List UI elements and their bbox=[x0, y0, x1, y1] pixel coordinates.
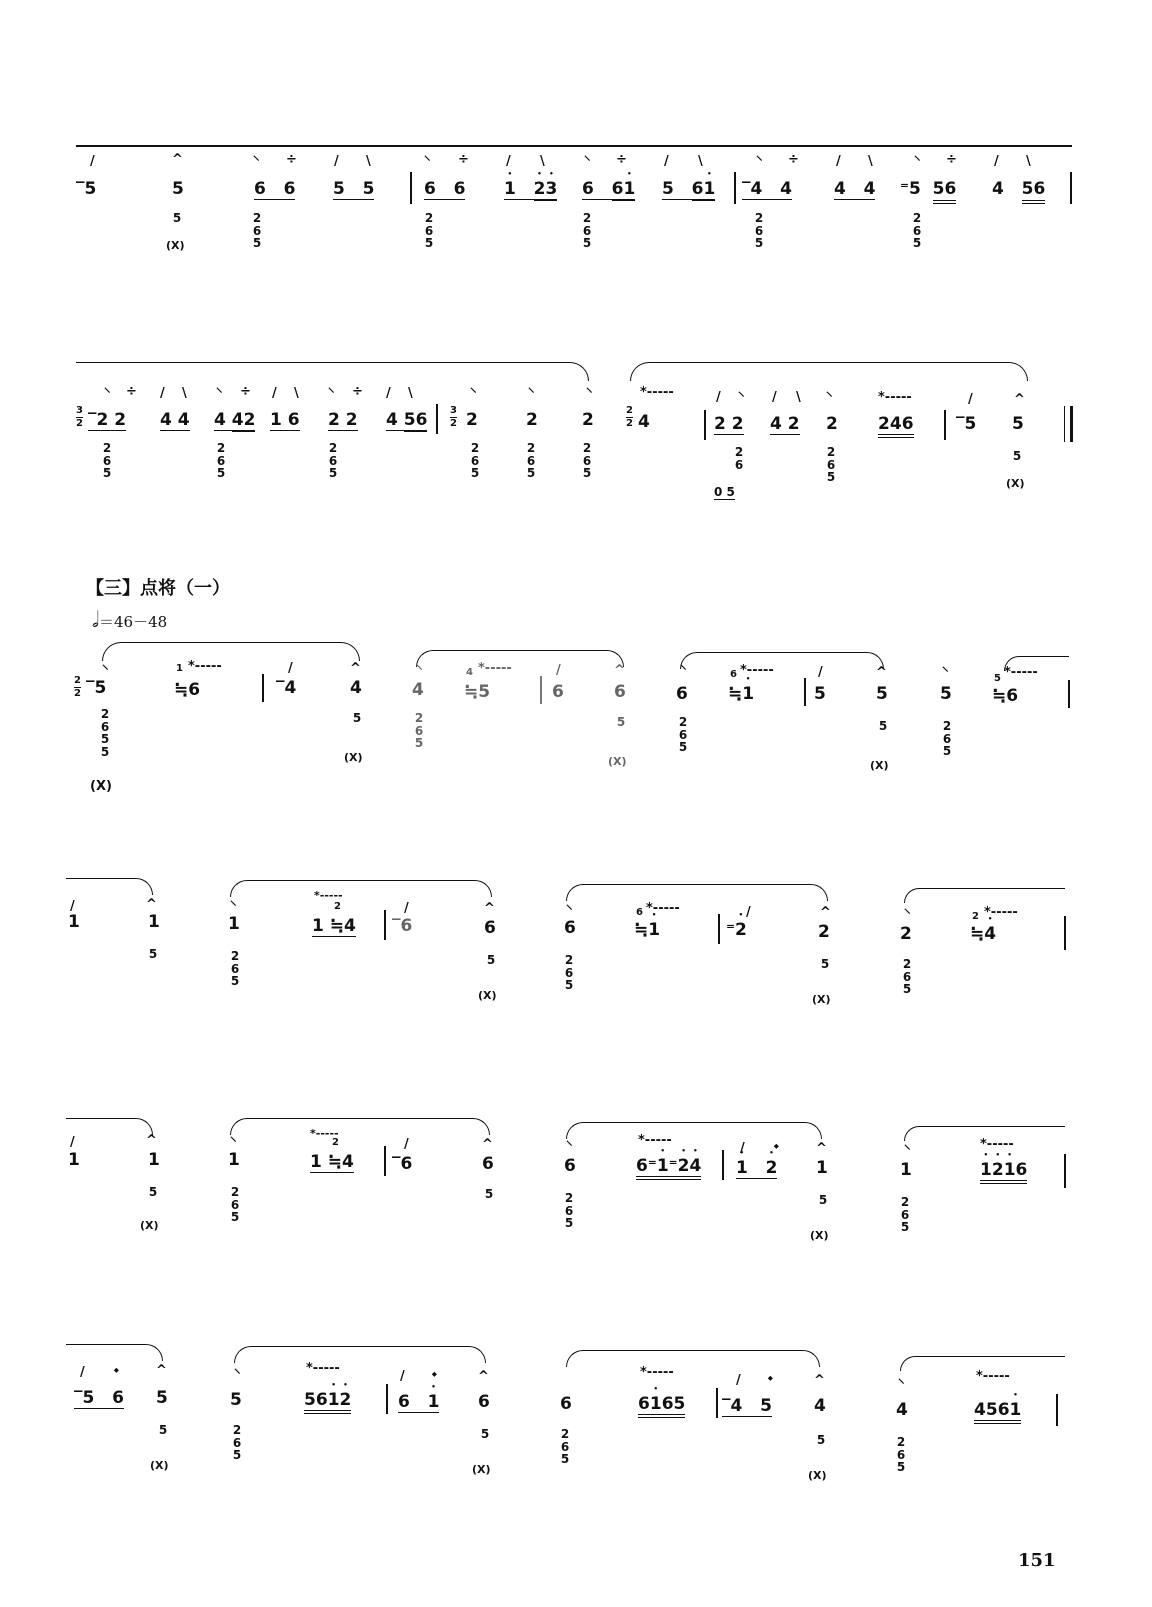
note: 2 bbox=[582, 410, 594, 430]
note: 4 bbox=[814, 1396, 826, 1416]
ornament-fall: \ bbox=[182, 386, 187, 401]
phrase-slur bbox=[904, 888, 1065, 903]
note: ‾5 bbox=[956, 414, 977, 434]
note: ‾4 bbox=[276, 678, 297, 698]
note: ≒5 bbox=[464, 682, 491, 702]
ornament-pick: ⬩ bbox=[768, 1371, 773, 1386]
bass-chord: 2 6 5 bbox=[560, 1427, 570, 1467]
ornament-trill: *----- bbox=[188, 659, 222, 674]
note: 5 bbox=[230, 1390, 242, 1410]
ornament-cross: ÷ bbox=[286, 152, 297, 167]
ornament-tick: ⸌ bbox=[898, 1377, 905, 1392]
bass-note: 5 bbox=[158, 1423, 168, 1437]
grace-note: 6 bbox=[636, 907, 643, 918]
grace-note: 1 bbox=[176, 663, 183, 674]
note: ‾5 bbox=[76, 179, 97, 199]
bass-x: (X) bbox=[166, 239, 185, 252]
note: 4 bbox=[350, 678, 362, 698]
barline bbox=[384, 1146, 386, 1176]
barline bbox=[1056, 1394, 1058, 1426]
ornament-tick: ⸌ bbox=[756, 154, 763, 169]
note-group: • 1 • 2• 3 bbox=[504, 181, 557, 200]
barline bbox=[1070, 172, 1072, 204]
bass-chord: 2 6 5 bbox=[232, 1423, 242, 1463]
bass-x: (X) bbox=[90, 779, 112, 794]
note-group: 4 4 bbox=[160, 410, 190, 430]
ornament-rise: / bbox=[968, 392, 973, 407]
ornament-fall: \ bbox=[540, 154, 545, 169]
bass-x: (X) bbox=[472, 1463, 491, 1476]
bass-chord: 2 6 5 bbox=[230, 1185, 240, 1225]
bass-note: 5 bbox=[484, 1187, 494, 1201]
page-number: 151 bbox=[1018, 1550, 1056, 1571]
bass-chord: 2 6 5 bbox=[564, 953, 574, 993]
time-signature: 2 2 bbox=[626, 405, 633, 429]
ornament-cap: ^ bbox=[482, 1137, 493, 1152]
ornament-pick: ⬩ bbox=[432, 1367, 437, 1382]
ornament-tick: ⸌ bbox=[942, 665, 949, 680]
note-group: 6 6 bbox=[424, 179, 466, 199]
bass-x: (X) bbox=[478, 989, 497, 1002]
ornament-rise: / bbox=[736, 1373, 741, 1388]
note-group: ‾5 6 bbox=[74, 1388, 124, 1408]
bass-chord: 2 6 5 bbox=[414, 711, 424, 751]
bass-chord: 2 6 5 bbox=[900, 1195, 910, 1235]
time-signature: 3 2 bbox=[76, 405, 83, 429]
ornament-fall: \ bbox=[366, 154, 371, 169]
ornament-cap: ^ bbox=[172, 152, 183, 167]
ornament-rise: / bbox=[400, 1369, 405, 1384]
barline bbox=[1068, 680, 1070, 708]
ornament-tick: ⸌ bbox=[914, 154, 921, 169]
note: 5 bbox=[172, 179, 184, 199]
ornament-pick: ⬩ bbox=[774, 1139, 779, 1154]
note-group: 4 4 bbox=[834, 179, 876, 199]
note: 2 bbox=[466, 410, 478, 430]
bass-chord: 2 6 5 bbox=[216, 441, 226, 481]
bass-x: (X) bbox=[150, 1459, 169, 1472]
ornament-rise: / bbox=[70, 1135, 75, 1150]
bass-x: (X) bbox=[808, 1469, 827, 1482]
ornament-rise: / bbox=[90, 154, 95, 169]
note-group: • 1• 2• 16 bbox=[980, 1162, 1027, 1184]
bass-chord: 2 6 5 5 bbox=[100, 707, 110, 759]
ornament-tick: ⸌ bbox=[234, 1367, 241, 1382]
bass-note: 5 bbox=[820, 957, 830, 971]
note: ≒• 4 bbox=[970, 926, 996, 943]
ornament-tick: ⸌ bbox=[566, 1139, 573, 1154]
ornament-rise: / bbox=[746, 905, 751, 920]
grace-note: 4 bbox=[466, 667, 473, 678]
ornament-rise: / bbox=[386, 386, 391, 401]
note: 6 bbox=[478, 1392, 490, 1412]
ornament-tick: ⸌ bbox=[424, 154, 431, 169]
note: 6 bbox=[676, 684, 688, 704]
phrase-slur bbox=[234, 1346, 486, 1363]
ornament-rise: / bbox=[994, 154, 999, 169]
phrase-slur bbox=[66, 878, 153, 895]
ornament-trill: *----- bbox=[478, 661, 512, 676]
ornament-fall: \ bbox=[868, 154, 873, 169]
bass-chord: 2 6 5 bbox=[826, 445, 836, 485]
ornament-tick: ⸌ bbox=[904, 1143, 911, 1158]
note: 1 bbox=[900, 1160, 912, 1180]
bass-note: 5 bbox=[818, 1193, 828, 1207]
note-group: 4 42 bbox=[214, 410, 256, 430]
bass-chord: 2 6 5 bbox=[252, 211, 262, 251]
bass-note: 5 bbox=[616, 715, 626, 729]
phrase-slur bbox=[566, 1350, 820, 1367]
bass-chord: 2 6 5 bbox=[102, 441, 112, 481]
note: ‾5 bbox=[86, 678, 107, 698]
grace-note: 2 bbox=[334, 901, 341, 912]
ornament-rise: / bbox=[836, 154, 841, 169]
bass-x: (X) bbox=[870, 759, 889, 772]
note-group: 2 2 bbox=[328, 410, 358, 430]
bass-chord: 2 6 5 bbox=[896, 1435, 906, 1475]
note: ⁼• 2 bbox=[726, 922, 747, 939]
phrase-slur bbox=[230, 1118, 490, 1135]
note: 6 bbox=[482, 1154, 494, 1174]
final-barline bbox=[1064, 406, 1073, 442]
note: ≒• 1 bbox=[728, 686, 754, 703]
note-group: ‾4 5 bbox=[722, 1396, 772, 1416]
ornament-cross: ÷ bbox=[616, 152, 627, 167]
ornament-tick: ⸌ bbox=[416, 663, 423, 678]
ornament-rise: / bbox=[506, 154, 511, 169]
note: ‾6 bbox=[392, 916, 413, 936]
bass-note: 5 bbox=[1012, 449, 1022, 463]
ornament-tick: ⸌ bbox=[216, 386, 223, 401]
ornament-tick: ⸌ bbox=[528, 386, 535, 401]
ornament-cross: ÷ bbox=[946, 152, 957, 167]
bass-chord: 2 6 5 bbox=[230, 949, 240, 989]
ornament-rise: / bbox=[818, 665, 823, 680]
bass-chord: 2 6 bbox=[734, 445, 744, 472]
bass-note: 5 bbox=[352, 711, 362, 725]
barline bbox=[722, 1150, 724, 1180]
ornament-trill: *----- bbox=[980, 1137, 1014, 1152]
barline bbox=[540, 676, 542, 704]
note-group: ⁼5 56 bbox=[900, 181, 956, 198]
note-group: 6⁼• 1⁼• 2• 4 bbox=[636, 1158, 701, 1180]
section-title: 【三】点将（一） bbox=[86, 578, 230, 599]
barline bbox=[384, 910, 386, 940]
ornament-trill: *----- bbox=[640, 1365, 674, 1380]
note: 6 bbox=[560, 1394, 572, 1414]
ornament-pick: ⬩ bbox=[114, 1363, 119, 1378]
bass-chord: 2 6 5 bbox=[328, 441, 338, 481]
time-signature: 3 2 bbox=[450, 405, 457, 429]
ornament-tick: ⸌ bbox=[104, 386, 111, 401]
ornament-tick: ⸌ bbox=[230, 1135, 237, 1150]
bass-chord: 2 6 5 bbox=[564, 1191, 574, 1231]
note: 5 bbox=[814, 684, 826, 704]
grace-note: 6 bbox=[730, 669, 737, 680]
ornament-tick: ⸌ bbox=[826, 390, 833, 405]
note: 5 bbox=[1012, 414, 1024, 434]
ornament-cap: ^ bbox=[146, 897, 157, 912]
note-group: 4 2 bbox=[770, 414, 800, 434]
barline bbox=[410, 172, 412, 204]
barline bbox=[386, 1384, 388, 1414]
barline bbox=[704, 410, 706, 440]
grace-note: 2 bbox=[972, 911, 979, 922]
note-group: ‾2 2 bbox=[88, 410, 127, 430]
ornament-tick: ⸌ bbox=[584, 154, 591, 169]
barline bbox=[944, 410, 946, 440]
ornament-rise: / bbox=[334, 154, 339, 169]
bass-note: 5 bbox=[172, 211, 182, 225]
note-group: 5 6• 1 bbox=[662, 181, 715, 200]
note: 2 bbox=[826, 414, 838, 434]
ornament-cap: ^ bbox=[814, 1373, 825, 1388]
ornament-cap: ^ bbox=[816, 1141, 827, 1156]
note-group: 456• 1 bbox=[974, 1402, 1021, 1424]
bass-note: 5 bbox=[486, 953, 496, 967]
ornament-rise: / bbox=[772, 390, 777, 405]
note: 6 bbox=[484, 918, 496, 938]
ornament-trill: *----- bbox=[310, 1127, 339, 1140]
ornament-rise: / bbox=[404, 1137, 409, 1152]
note-group: • 1 • 2 bbox=[736, 1160, 777, 1179]
ornament-tick: ⸌ bbox=[230, 899, 237, 914]
note: ≒6 bbox=[174, 680, 201, 700]
ornament-tick: ⸌ bbox=[470, 386, 477, 401]
note-group: 246 bbox=[878, 416, 914, 438]
bass-chord: 2 6 5 bbox=[678, 715, 688, 755]
note: 2 bbox=[526, 410, 538, 430]
note-group: 1 ≒4 bbox=[312, 916, 356, 936]
phrase-slur bbox=[566, 884, 828, 901]
note: 6 bbox=[614, 682, 626, 702]
ornament-tick: ⸌ bbox=[904, 907, 911, 922]
note: 1 bbox=[228, 914, 240, 934]
bass-x: (X) bbox=[608, 755, 627, 768]
ornament-fall: \ bbox=[796, 390, 801, 405]
ornament-cap: ^ bbox=[614, 663, 625, 678]
ornament-rise: / bbox=[404, 901, 409, 916]
bass-note: 5 bbox=[878, 719, 888, 733]
bass-x: (X) bbox=[812, 993, 831, 1006]
ornament-cap: ^ bbox=[146, 1133, 157, 1148]
ornament-trill: *----- bbox=[638, 1133, 672, 1148]
phrase-slur bbox=[66, 1344, 163, 1361]
bass-note: 5 bbox=[148, 1185, 158, 1199]
note: 1 bbox=[68, 1150, 80, 1170]
grace-note: 5 bbox=[994, 673, 1001, 684]
ornament-rise: / bbox=[160, 386, 165, 401]
time-signature: 2 2 bbox=[74, 675, 81, 699]
note-group: 6 6 bbox=[254, 179, 296, 199]
note: ≒• 1 bbox=[634, 922, 660, 939]
ornament-tick: ⸌ bbox=[586, 386, 593, 401]
note: 4 bbox=[412, 680, 424, 700]
ornament-cross: ÷ bbox=[240, 384, 251, 399]
note-group: 6 6• 1 bbox=[582, 181, 635, 200]
ornament-tick: ⸌ bbox=[253, 154, 260, 169]
barline bbox=[1064, 916, 1066, 950]
bass-chord: 2 6 5 bbox=[470, 441, 480, 481]
note: 6 bbox=[552, 682, 564, 702]
note-group: 1 ≒4 bbox=[310, 1152, 354, 1172]
bass-chord: 2 6 5 bbox=[942, 719, 952, 759]
note: 4 bbox=[638, 412, 650, 432]
ornament-fall: \ bbox=[1026, 154, 1031, 169]
ornament-trill: *----- bbox=[646, 901, 680, 916]
top-rule bbox=[76, 145, 1072, 147]
ornament-cross: ÷ bbox=[458, 152, 469, 167]
note-group: 1 6 bbox=[270, 410, 300, 430]
note: ≒6 bbox=[992, 686, 1019, 706]
bass-note: 5 bbox=[148, 947, 158, 961]
bass-chord: 2 6 5 bbox=[582, 211, 592, 251]
note: 1 bbox=[228, 1150, 240, 1170]
note: 5 bbox=[940, 684, 952, 704]
ornament-cap: ^ bbox=[478, 1369, 489, 1384]
note: 5 bbox=[156, 1388, 168, 1408]
bass-chord: 2 6 5 bbox=[902, 957, 912, 997]
bass-chord: 2 6 5 bbox=[424, 211, 434, 251]
bass-x: (X) bbox=[344, 751, 363, 764]
note: 6 bbox=[564, 918, 576, 938]
barline bbox=[436, 404, 438, 434]
ornament-trill: *----- bbox=[740, 663, 774, 678]
ornament-cap: ^ bbox=[156, 1363, 167, 1378]
bass-x: (X) bbox=[140, 1219, 159, 1232]
note-group: 6• 165 bbox=[638, 1396, 685, 1418]
ornament-trill: *----- bbox=[314, 889, 343, 902]
ornament-cap: ^ bbox=[876, 665, 887, 680]
ornament-trill: *----- bbox=[640, 385, 674, 400]
bass-chord: 2 6 5 bbox=[912, 211, 922, 251]
barline bbox=[1064, 1154, 1066, 1188]
ornament-rise: / bbox=[664, 154, 669, 169]
note: 4 bbox=[896, 1400, 908, 1420]
note: 1 bbox=[148, 912, 160, 932]
ornament-fall: \ bbox=[698, 154, 703, 169]
barline bbox=[734, 172, 736, 204]
bass-chord: 2 6 5 bbox=[582, 441, 592, 481]
ornament-tick: ⸌ bbox=[328, 386, 335, 401]
ornament-cross: ÷ bbox=[788, 152, 799, 167]
ornament-rise: / bbox=[80, 1365, 85, 1380]
ornament-trill: *----- bbox=[984, 905, 1018, 920]
ornament-tick: ⸌ bbox=[102, 663, 109, 678]
ornament-cross: ÷ bbox=[352, 384, 363, 399]
note: 2 bbox=[818, 922, 830, 942]
phrase-slur bbox=[230, 880, 492, 897]
note-group: 4 56 bbox=[386, 410, 428, 430]
bass-x: (X) bbox=[1006, 477, 1025, 490]
ornament-cap: ^ bbox=[1014, 392, 1025, 407]
bass-note: 5 bbox=[480, 1427, 490, 1441]
ornament-tick: ⸌ bbox=[680, 663, 687, 678]
ornament-rise: / bbox=[556, 663, 561, 678]
bass-chord: 2 6 5 bbox=[526, 441, 536, 481]
phrase-slur bbox=[66, 1118, 153, 1135]
note-group: 2 2 bbox=[714, 414, 744, 434]
note: ‾6 bbox=[392, 1154, 413, 1174]
ornament-rise: / bbox=[70, 899, 75, 914]
note-group: 6 • 1 bbox=[398, 1394, 439, 1413]
ornament-fall: \ bbox=[294, 386, 299, 401]
ornament-tick: ⸌ bbox=[738, 390, 745, 405]
ornament-rise: / bbox=[288, 661, 293, 676]
grace-note: 2 bbox=[332, 1137, 339, 1148]
note: 5 bbox=[876, 684, 888, 704]
ornament-cap: ^ bbox=[820, 905, 831, 920]
phrase-slur bbox=[566, 1122, 822, 1139]
ornament-trill: *----- bbox=[976, 1369, 1010, 1384]
ornament-tick: ⸌ bbox=[566, 903, 573, 918]
ornament-trill: *----- bbox=[1004, 665, 1038, 680]
phrase-slur bbox=[680, 652, 884, 669]
note: 2 bbox=[900, 924, 912, 944]
ornament-trill: *----- bbox=[306, 1361, 340, 1376]
phrase-slur bbox=[76, 362, 589, 381]
ornament-cap: ^ bbox=[484, 901, 495, 916]
barline bbox=[716, 1388, 718, 1418]
note-group: 4 56 bbox=[992, 181, 1045, 198]
ornament-rise: / bbox=[272, 386, 277, 401]
ornament-fall: \ bbox=[408, 386, 413, 401]
note: 1 bbox=[816, 1158, 828, 1178]
note: 1 bbox=[68, 912, 80, 932]
bass-x: (X) bbox=[810, 1229, 829, 1242]
barline bbox=[804, 678, 806, 706]
ornament-rise: / bbox=[716, 390, 721, 405]
phrase-slur bbox=[416, 650, 624, 667]
ornament-rise: / bbox=[740, 1141, 745, 1156]
ornament-cap: ^ bbox=[350, 661, 361, 676]
ornament-cross: ÷ bbox=[126, 384, 137, 399]
barline bbox=[262, 674, 264, 702]
note: 1 bbox=[148, 1150, 160, 1170]
tempo-marking: 𝅗𝅥＝46－48 bbox=[92, 608, 168, 633]
phrase-slur bbox=[102, 642, 360, 661]
note-group: 5 5 bbox=[333, 179, 375, 199]
note-group: ‾4 4 bbox=[742, 179, 792, 199]
barline bbox=[718, 914, 720, 944]
bass-chord: 2 6 5 bbox=[754, 211, 764, 251]
note: 6 bbox=[564, 1156, 576, 1176]
note-group: 56• 1• 2 bbox=[304, 1392, 351, 1414]
ornament-trill: *----- bbox=[878, 390, 912, 405]
bass-extra: 0 5 bbox=[714, 485, 735, 499]
bass-note: 5 bbox=[816, 1433, 826, 1447]
phrase-slur bbox=[630, 362, 1028, 381]
